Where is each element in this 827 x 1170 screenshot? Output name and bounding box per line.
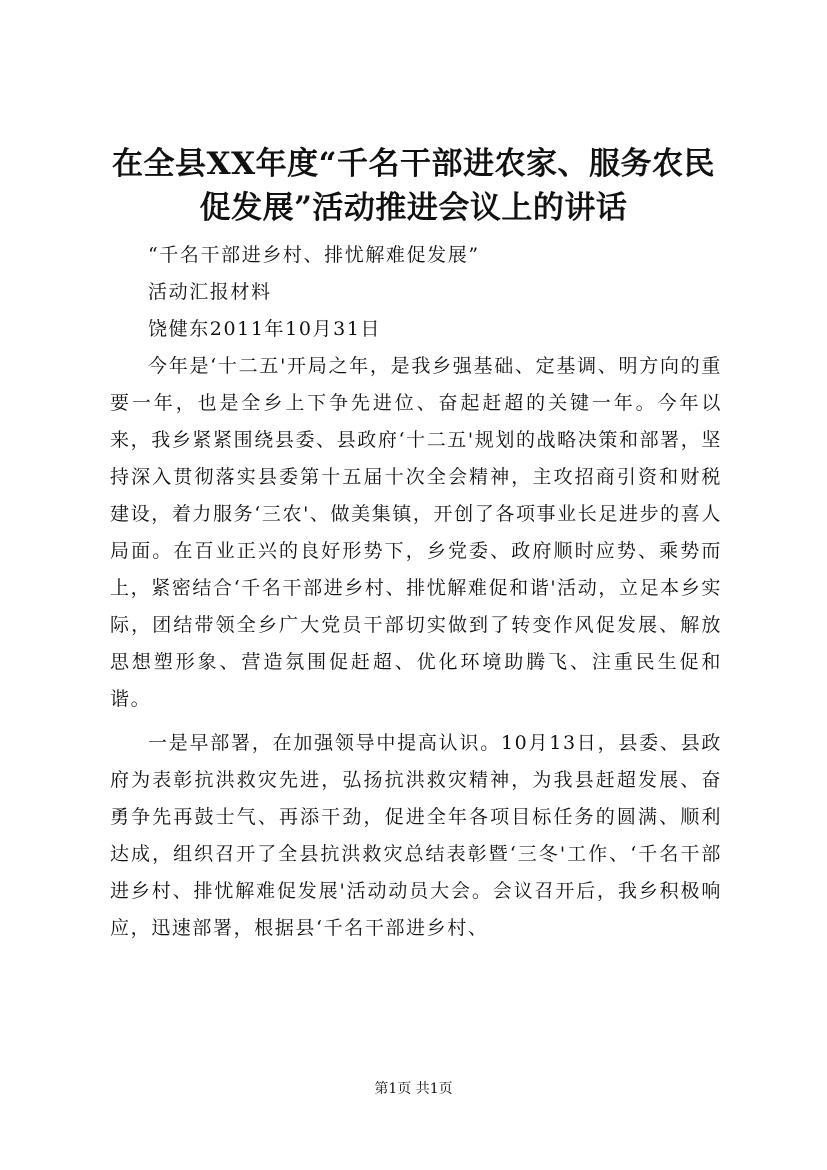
title-line-1: 在全县XX年度“千名干部进农家、服务农民 [112,146,715,182]
document-body [110,237,722,947]
author-date: 饶健东2011年10月31日 [148,318,382,340]
paragraph: 今年是‘十二五'开局之年，是我乡强基础、定基调、明方向的重要一年，也是全乡上下争先进位、奋起赶超的关键一年。今年以来，我乡紧紧围绕县委、县政府‘十二五'规划的战略决策和部署，坚持深入贯彻落实县委第十五届十次全会精神，主攻招商引资和财税建设，着力服务‘三农'、做美集镇，开创了各项事业长足进步的喜人局面。在百业正兴的良好形势下，乡党委、政府顺时应势、乘势而上，紧密结合‘千名干部进乡村、排忧解难促和谐'活动，立足本乡实际，团结带领全乡广大党员干部切实做到了转变作风促发展、解放思想塑形象、营造氛围促赶超、优化环境助腾飞、注重民生促和谐。 [110,355,722,710]
doc-type: 活动汇报材料 [148,281,272,303]
page-number-footer: 第1页 共1页 [374,1081,453,1097]
title-line-2: 促发展”活动推进会议上的讲话 [199,190,628,226]
paragraph: 一是早部署，在加强领导中提高认识。10月13日，县委、县政府为表彰抗洪救灾先进，弘扬抗洪救灾精神，为我县赶超发展、奋勇争先再鼓士气、再添干劲，促进全年各项目标任务的圆满、顺利达成，组织召开了全县抗洪救灾总结表彰暨‘三冬'工作、‘千名干部进乡村、排忧解难促发展'活动动员大会。会议召开后，我乡积极响应，迅速部署，根据县‘千名干部进乡村、 [110,732,722,939]
document-title [100,142,727,230]
subtitle: “千名干部进乡村、排忧解难促发展” [148,244,480,266]
